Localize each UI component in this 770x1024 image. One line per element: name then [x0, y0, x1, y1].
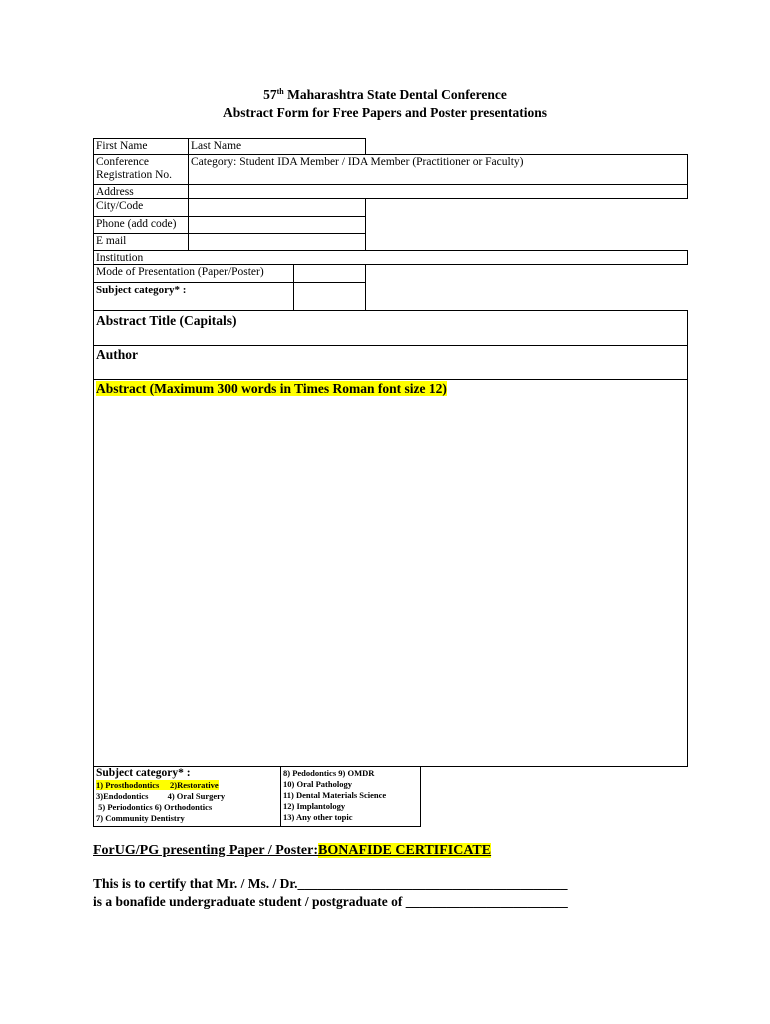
subject-implantology: 12) Implantology: [283, 801, 346, 811]
subject-other-topic: 13) Any other topic: [283, 812, 353, 822]
subject-oral-pathology: 10) Oral Pathology: [283, 779, 352, 789]
last-name-label: Last Name: [191, 140, 242, 152]
category-label: Category: Student IDA Member / IDA Member (Practitioner or Faculty): [191, 156, 524, 168]
subject-legend-heading: Subject category* :: [96, 767, 191, 779]
abstract-title-field[interactable]: [93, 310, 688, 346]
first-name-label: First Name: [96, 140, 148, 152]
author-field[interactable]: [93, 345, 688, 380]
city-input[interactable]: [188, 198, 366, 217]
mode-label: Mode of Presentation (Paper/Poster): [93, 264, 294, 283]
subject-row-2: [96, 791, 278, 802]
conference-registration-label: [93, 154, 189, 185]
city-label: City/Code: [93, 198, 189, 217]
subject-row-4: 7) Community Dentistry: [96, 813, 185, 823]
subject-row-3: 5) Periodontics 6) Orthodontics: [96, 802, 213, 812]
subject-prosthodontics: 1) Prosthodontics: [96, 780, 160, 790]
subject-list-left: [93, 766, 281, 827]
abstract-title-label: Abstract Title (Capitals): [96, 313, 237, 328]
conference-title: 57th Maharashtra State Dental Conference: [263, 87, 507, 102]
subject-oral-surgery: 4) Oral Surgery: [167, 791, 226, 801]
certificate-heading-highlight: BONAFIDE CERTIFICATE: [318, 843, 492, 858]
form-subtitle: Abstract Form for Free Papers and Poster presentations: [222, 105, 548, 120]
subject-pedodontics-omdr: 8) Pedodontics 9) OMDR: [283, 768, 375, 778]
address-label: Address: [93, 184, 189, 199]
email-input[interactable]: [188, 233, 366, 251]
bonafide-line: is a bonafide undergraduate student / postgraduate of ________________________: [93, 894, 568, 909]
email-label: E mail: [93, 233, 189, 251]
address-input[interactable]: [188, 184, 688, 199]
abstract-body-field[interactable]: [93, 379, 688, 767]
phone-input[interactable]: [188, 216, 366, 234]
subject-restorative: 2)Restorative: [170, 780, 219, 790]
mode-input[interactable]: [293, 264, 366, 283]
subject-category-input[interactable]: [293, 282, 366, 311]
phone-label: Phone (add code): [93, 216, 189, 234]
subject-row-1: [96, 780, 278, 791]
subject-list-right: [280, 766, 421, 827]
conf-reg-line2: Registration No.: [96, 169, 173, 181]
certificate-heading-prefix: ForUG/PG presenting Paper / Poster:: [93, 843, 318, 858]
institution-label: Institution: [96, 252, 144, 264]
last-name-field[interactable]: [188, 138, 366, 155]
subject-category-label: Subject category* :: [93, 282, 294, 311]
institution-field[interactable]: [93, 250, 688, 265]
author-label: Author: [96, 347, 139, 362]
certify-line: This is to certify that Mr. / Ms. / Dr.________________________________________: [93, 876, 568, 891]
certificate-heading: [93, 843, 491, 859]
subject-endodontics: 3)Endodontics: [96, 791, 149, 801]
first-name-field[interactable]: [93, 138, 189, 155]
abstract-label: Abstract (Maximum 300 words in Times Roman font size 12): [96, 381, 447, 396]
conf-reg-line1: Conference: [96, 156, 149, 168]
category-field[interactable]: [188, 154, 688, 185]
subject-dental-materials: 11) Dental Materials Science: [283, 790, 387, 800]
